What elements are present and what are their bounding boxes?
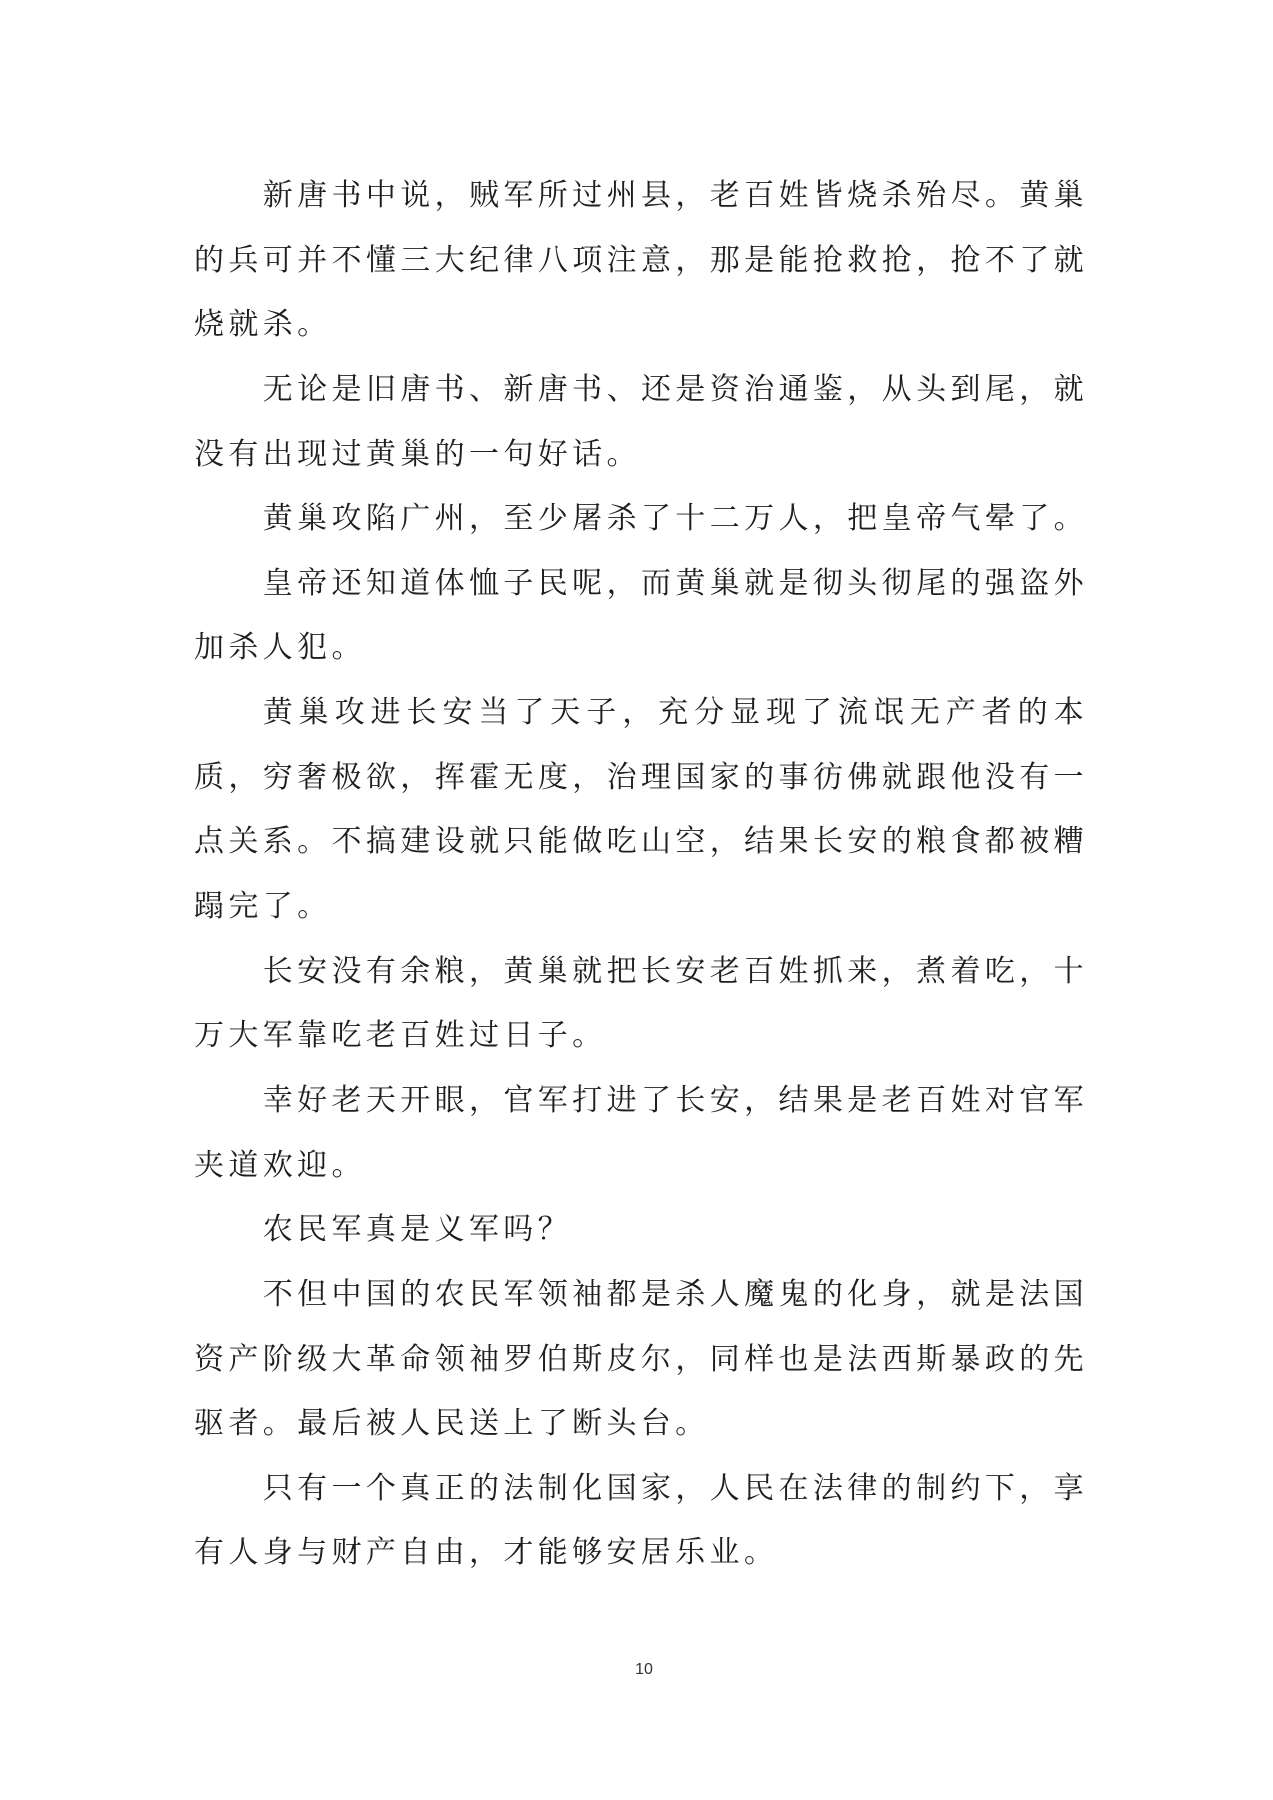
text-line: 无论是旧唐书、新唐书、还是资治通鉴，从头到尾，就 (262, 371, 1088, 407)
text-line: 只有一个真正的法制化国家，人民在法律的制约下，享 (262, 1470, 1088, 1506)
text-line: 蹋完了。 (194, 889, 332, 925)
page-number: 10 (635, 1661, 653, 1678)
text-line: 长安没有余粮，黄巢就把长安老百姓抓来，煮着吃，十 (262, 953, 1088, 989)
paragraph (194, 1198, 1088, 1263)
text-line: 资产阶级大革命领袖罗伯斯皮尔，同样也是法西斯暴政的先 (194, 1341, 1088, 1377)
text-line: 的兵可并不懂三大纪律八项注意，那是能抢救抢，抢不了就 (194, 242, 1088, 278)
text-line: 万大军靠吃老百姓过日子。 (194, 1018, 607, 1054)
text-line: 黄巢攻进长安当了天子，充分显现了流氓无产者的本 (262, 695, 1088, 731)
text-line: 夹道欢迎。 (194, 1147, 366, 1183)
text-line: 新唐书中说，贼军所过州县，老百姓皆烧杀殆尽。黄巢 (262, 178, 1088, 213)
paragraph (194, 1457, 1088, 1586)
text-line: 驱者。最后被人民送上了断头台。 (194, 1406, 710, 1442)
text-line: 黄巢攻陷广州，至少屠杀了十二万人，把皇帝气晕了。 (262, 501, 1088, 537)
paragraph (194, 1069, 1088, 1198)
text-line: 农民军真是义军吗？ (262, 1212, 573, 1248)
body-text (194, 164, 1088, 1586)
paragraph (194, 940, 1088, 1069)
text-line: 质，穷奢极欲，挥霍无度，治理国家的事彷佛就跟他没有一 (194, 759, 1088, 795)
paragraph (194, 487, 1088, 552)
text-line: 烧就杀。 (194, 307, 332, 343)
paragraph (194, 164, 1088, 358)
text-line: 加杀人犯。 (194, 630, 366, 666)
text-line: 有人身与财产自由，才能够安居乐业。 (194, 1535, 779, 1571)
paragraph (194, 681, 1088, 940)
paragraph (194, 1263, 1088, 1457)
text-line: 幸好老天开眼，官军打进了长安，结果是老百姓对官军 (262, 1082, 1088, 1118)
paragraph (194, 358, 1088, 487)
text-line: 点关系。不搞建设就只能做吃山空，结果长安的粮食都被糟 (194, 824, 1088, 860)
text-line: 不但中国的农民军领袖都是杀人魔鬼的化身，就是法国 (262, 1276, 1088, 1312)
text-line: 没有出现过黄巢的一句好话。 (194, 436, 641, 472)
paragraph (194, 552, 1088, 681)
text-line: 皇帝还知道体恤子民呢，而黄巢就是彻头彻尾的强盗外 (262, 565, 1088, 601)
